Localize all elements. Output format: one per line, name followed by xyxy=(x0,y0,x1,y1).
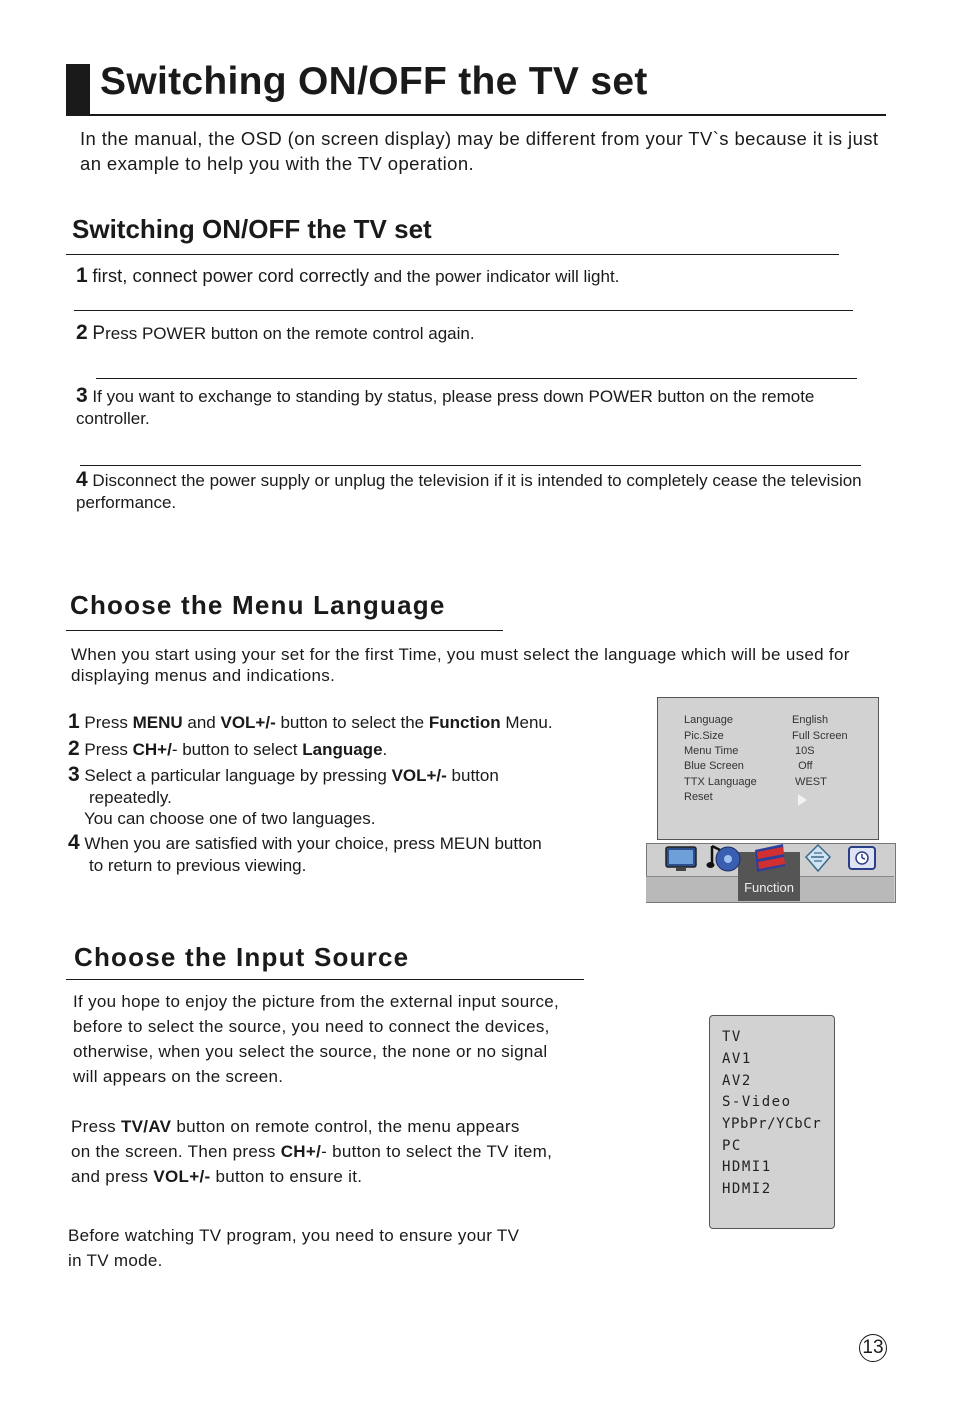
para-line: before to select the source, you need to connect the devices, xyxy=(73,1017,550,1036)
step-text: button to select the xyxy=(275,713,429,732)
source-item-hdmi2: HDMI2 xyxy=(722,1181,772,1197)
para-line: will appears on the screen. xyxy=(73,1067,284,1086)
language-step-1 xyxy=(68,711,553,734)
section-heading-language: Choose the Menu Language xyxy=(70,590,446,620)
language-step-3 xyxy=(68,764,499,787)
osd-tab-label: Function xyxy=(744,880,794,895)
source-item-tv: TV xyxy=(722,1029,742,1045)
section-heading-power: Switching ON/OFF the TV set xyxy=(72,214,432,244)
step-number: 1 xyxy=(68,710,80,733)
key-name: MENU xyxy=(132,713,183,732)
function-icon xyxy=(753,842,787,874)
language-step-2 xyxy=(68,738,387,761)
osd-function-menu xyxy=(657,697,879,840)
para-line: in TV mode. xyxy=(68,1251,163,1270)
para-line xyxy=(71,1114,552,1139)
language-step-3-note: You can choose one of two languages. xyxy=(84,809,376,828)
para-line xyxy=(71,1164,552,1189)
source-list-menu xyxy=(709,1015,835,1229)
power-step-3 xyxy=(76,385,876,430)
source-item-hdmi1: HDMI1 xyxy=(722,1159,772,1175)
power-step-4 xyxy=(76,469,876,514)
step-number: 3 xyxy=(68,763,80,786)
osd-label: Reset xyxy=(684,791,713,803)
language-step-3-cont: repeatedly. xyxy=(89,788,172,807)
step-text: Disconnect the power supply or unplug the television if it is intended to completely cease the television performance. xyxy=(76,471,862,512)
osd-value: Full Screen xyxy=(792,730,848,742)
para-text: on the screen. Then press xyxy=(71,1142,281,1161)
osd-row xyxy=(684,730,848,742)
step-number: 1 xyxy=(76,264,88,287)
step-text: Press xyxy=(84,740,133,759)
step-text: and the power indicator will light. xyxy=(369,267,620,286)
source-item-ypbpr: YPbPr/YCbCr xyxy=(722,1116,822,1132)
para-text: button to ensure it. xyxy=(210,1167,363,1186)
step-number: 3 xyxy=(76,384,88,407)
key-name: TV/AV xyxy=(120,1117,172,1136)
osd-row xyxy=(684,776,827,788)
page-number: 13 xyxy=(859,1334,887,1362)
step-divider xyxy=(74,310,853,311)
step-lead: first, connect power cord correctly xyxy=(92,265,369,286)
step-text: button xyxy=(446,766,499,785)
osd-label: Pic.Size xyxy=(684,730,724,742)
tv-icon xyxy=(664,845,698,873)
arrow-right-icon xyxy=(798,794,807,806)
title-rule xyxy=(90,114,886,116)
osd-value: Off xyxy=(792,760,813,772)
osd-row xyxy=(684,745,815,757)
osd-value: 10S xyxy=(792,745,815,757)
para-text: and press xyxy=(71,1167,154,1186)
music-note-icon xyxy=(706,842,742,874)
step-text: Press xyxy=(84,713,133,732)
osd-value: English xyxy=(792,714,829,726)
para-line: If you hope to enjoy the picture from the external input source, xyxy=(73,992,560,1011)
source-item-pc: PC xyxy=(722,1138,742,1154)
step-number: 2 xyxy=(68,737,80,760)
step-text: . xyxy=(382,740,388,759)
source-item-svideo: S-Video xyxy=(722,1094,792,1110)
section-heading-input-source: Choose the Input Source xyxy=(74,942,410,972)
key-name: Function xyxy=(428,713,501,732)
language-step-4 xyxy=(68,832,542,855)
key-name: VOL+/- xyxy=(153,1167,211,1186)
power-step-1 xyxy=(76,265,619,288)
page-title: Switching ON/OFF the TV set xyxy=(100,60,648,103)
input-source-para-3 xyxy=(68,1223,519,1273)
step-number: 2 xyxy=(76,321,88,344)
language-intro: When you start using your set for the first Time, you must select the language which will be used for displaying menus and indications. xyxy=(71,645,850,685)
key-name: VOL+/- xyxy=(220,713,276,732)
input-source-para-2 xyxy=(71,1114,552,1189)
step-text: When you are satisfied with your choice, press MEUN button xyxy=(84,834,542,853)
osd-label: Language xyxy=(684,714,733,726)
osd-row xyxy=(684,760,813,772)
step-divider xyxy=(96,378,857,379)
para-line xyxy=(71,1139,552,1164)
section-rule xyxy=(66,979,584,980)
language-step-4-cont: to return to previous viewing. xyxy=(89,856,307,875)
key-name: CH+/ xyxy=(280,1142,322,1161)
clock-icon xyxy=(847,845,877,873)
section-rule xyxy=(66,630,503,631)
key-name: Language xyxy=(302,740,383,759)
osd-row xyxy=(684,714,829,726)
step-number: 4 xyxy=(76,468,88,491)
osd-label: TTX Language xyxy=(684,776,757,788)
key-name: CH+/ xyxy=(132,740,172,759)
section-rule xyxy=(66,254,839,255)
osd-row xyxy=(684,791,713,803)
title-bar-marker xyxy=(66,64,90,116)
step-text: - button to select xyxy=(171,740,303,759)
input-source-para-1 xyxy=(73,989,559,1089)
step-divider xyxy=(80,465,861,466)
step-number: 4 xyxy=(68,831,80,854)
tools-icon xyxy=(802,843,832,873)
para-text: - button to select the TV item, xyxy=(321,1142,553,1161)
power-step-2 xyxy=(76,322,475,345)
osd-label: Menu Time xyxy=(684,745,739,757)
step-text: ress POWER button on the remote control again. xyxy=(105,324,475,343)
step-text: If you want to exchange to standing by status, please press down POWER button on the remote controller. xyxy=(76,387,815,428)
source-item-av1: AV1 xyxy=(722,1051,752,1067)
osd-label: Blue Screen xyxy=(684,760,744,772)
step-lead: P xyxy=(92,323,106,344)
intro-text: In the manual, the OSD (on screen display) may be different from your TV`s because it is just an example to help you with the TV operation. xyxy=(80,128,879,174)
step-text: and xyxy=(182,713,221,732)
step-text: Menu. xyxy=(500,713,553,732)
source-item-av2: AV2 xyxy=(722,1073,752,1089)
para-text: button on remote control, the menu appears xyxy=(171,1117,520,1136)
key-name: VOL+/- xyxy=(391,766,447,785)
osd-value: WEST xyxy=(792,776,827,788)
para-line: Before watching TV program, you need to ensure your TV xyxy=(68,1226,520,1245)
step-text: Select a particular language by pressing xyxy=(84,766,392,785)
para-line: otherwise, when you select the source, the none or no signal xyxy=(73,1042,548,1061)
para-text: Press xyxy=(71,1117,121,1136)
